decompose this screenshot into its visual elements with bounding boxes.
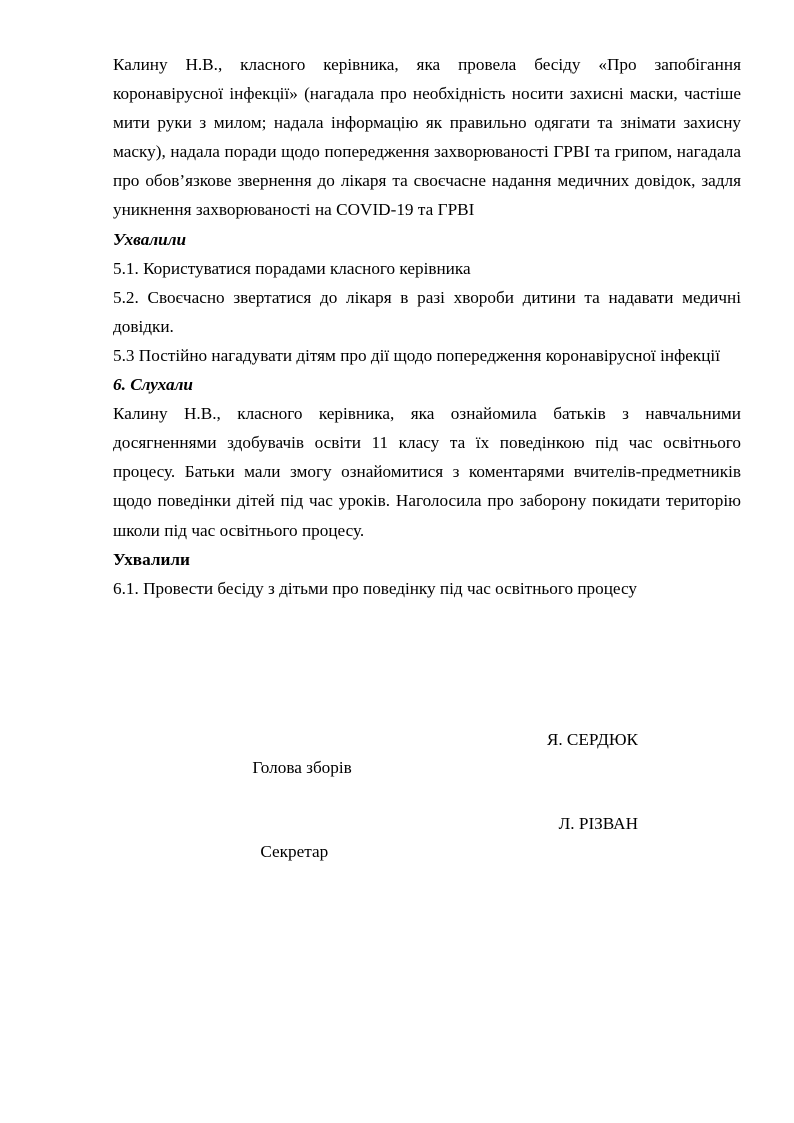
signature-secretary-role: Секретар [260, 842, 329, 861]
paragraph-heard-5-details: Калину Н.В., класного керівника, яка провела бесіду «Про запобігання коронавірусної інфекції» (нагадала про необхідність носити захисні маски, частіше мити руки з милом; надала інформацію як правильно одягати та знімати захисну маску), надала поради щодо попередження захворюваності ГРВІ та грипом, нагадала про обов’язкове звернення до лікаря та своєчасне надання медичних довідок, задля уникнення захворюваності на COVID-19 та ГРВІ [113, 55, 741, 220]
paragraph-heard-6-details: Калину Н.В., класного керівника, яка ознайомила батьків з навчальними досягненнями здобувачів освіти 11 класу та їх поведінкою під час освітнього процесу. Батьки мали змогу ознайомитися з коментарями вчителів-предметників щодо поведінки дітей під час уроків. Наголосила про заборону покидати територію школи під час освітнього процесу. [113, 404, 741, 540]
signature-chair-name: Я. СЕРДЮК [546, 730, 638, 749]
signature-chair-role: Голова зборів [252, 758, 352, 777]
signature-secretary-name: Л. РІЗВАН [558, 814, 638, 833]
signature-block [0, 726, 794, 894]
heading-heard-6: 6. Слухали [113, 375, 193, 395]
list-item-5-1: 5.1. Користуватися порадами класного керівника [113, 258, 471, 278]
signature-row-chair [0, 726, 794, 810]
heading-resolved-5: Ухвалили [113, 229, 187, 249]
document-body [113, 50, 741, 603]
list-item-6-1: 6.1. Провести бесіду з дітьми про поведінку під час освітнього процесу [113, 578, 637, 598]
list-item-5-3: 5.3 Постійно нагадувати дітям про дії щодо попередження коронавірусної інфекції [113, 345, 720, 365]
signature-secretary-role-cell [0, 810, 472, 894]
signature-row-secretary [0, 810, 794, 894]
heading-resolved-6: Ухвалили [113, 549, 190, 569]
list-item-5-2: 5.2. Своєчасно звертатися до лікаря в разі хвороби дитини та надавати медичні довідки. [113, 287, 741, 336]
signature-chair-role-cell [0, 726, 472, 810]
